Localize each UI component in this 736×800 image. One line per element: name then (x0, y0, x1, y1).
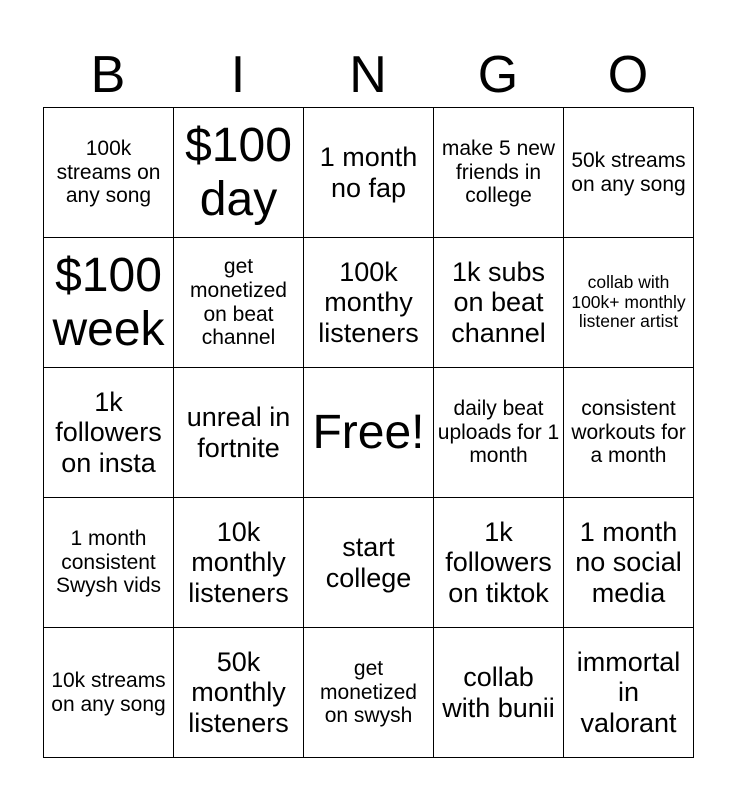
header-letter-i: I (230, 46, 246, 104)
bingo-cell[interactable]: 10k monthly listeners (174, 498, 304, 628)
bingo-cell[interactable]: get monetized on swysh (304, 628, 434, 758)
bingo-header (43, 42, 693, 108)
bingo-cell[interactable]: 1k followers on insta (44, 368, 174, 498)
bingo-cell[interactable]: 1 month no fap (304, 108, 434, 238)
bingo-cell[interactable]: $100 day (174, 108, 304, 238)
board-row (44, 628, 694, 758)
bingo-cell[interactable]: 1k subs on beat channel (434, 238, 564, 368)
bingo-cell[interactable]: 50k monthly listeners (174, 628, 304, 758)
header-letter-n: N (349, 46, 387, 104)
bingo-cell[interactable]: 100k monthy listeners (304, 238, 434, 368)
board-row (44, 238, 694, 368)
bingo-cell[interactable]: 100k streams on any song (44, 108, 174, 238)
bingo-cell[interactable]: get monetized on beat channel (174, 238, 304, 368)
header-letter-b: B (90, 46, 126, 104)
bingo-cell[interactable]: 50k streams on any song (564, 108, 694, 238)
bingo-cell[interactable]: collab with 100k+ monthly listener artist (564, 238, 694, 368)
bingo-cell[interactable]: 1 month consistent Swysh vids (44, 498, 174, 628)
bingo-board (43, 107, 694, 758)
bingo-cell[interactable]: make 5 new friends in college (434, 108, 564, 238)
bingo-cell[interactable]: $100 week (44, 238, 174, 368)
bingo-cell[interactable]: 10k streams on any song (44, 628, 174, 758)
bingo-cell[interactable]: immortal in valorant (564, 628, 694, 758)
bingo-cell[interactable]: consistent workouts for a month (564, 368, 694, 498)
bingo-cell[interactable]: start college (304, 498, 434, 628)
board-row (44, 108, 694, 238)
bingo-cell[interactable]: daily beat uploads for 1 month (434, 368, 564, 498)
free-space-cell[interactable]: Free! (304, 368, 434, 498)
header-letter-o: O (607, 46, 649, 104)
bingo-cell[interactable]: collab with bunii (434, 628, 564, 758)
board-row (44, 498, 694, 628)
board-row (44, 368, 694, 498)
bingo-cell[interactable]: 1 month no social media (564, 498, 694, 628)
bingo-cell[interactable]: unreal in fortnite (174, 368, 304, 498)
bingo-cell[interactable]: 1k followers on tiktok (434, 498, 564, 628)
header-letter-g: G (477, 46, 519, 104)
